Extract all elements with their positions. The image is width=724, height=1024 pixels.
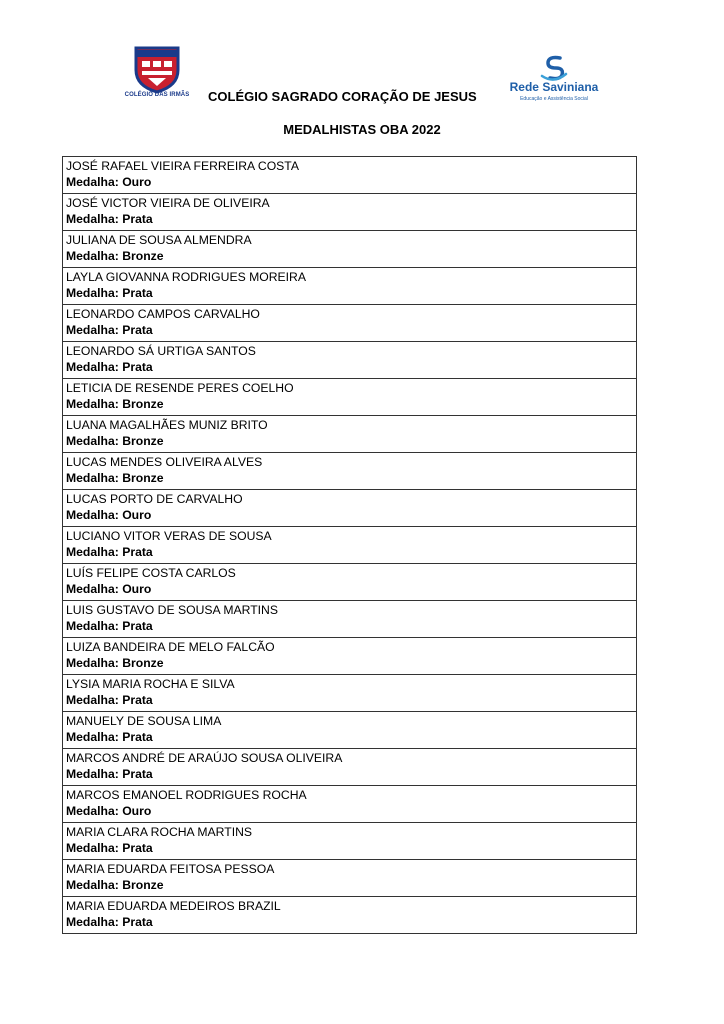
table-row [63, 490, 636, 527]
medal-label: Medalha: Prata [66, 545, 153, 559]
medal-label: Medalha: Ouro [66, 508, 152, 522]
table-row [63, 823, 636, 860]
medal-label: Medalha: Prata [66, 212, 153, 226]
table-row [63, 527, 636, 564]
table-row [63, 453, 636, 490]
medal-label: Medalha: Bronze [66, 471, 164, 485]
table-row [63, 564, 636, 601]
medal-label: Medalha: Prata [66, 730, 153, 744]
medal-label: Medalha: Prata [66, 841, 153, 855]
student-name: MARIA EDUARDA FEITOSA PESSOA [66, 862, 275, 876]
network-swirl-icon [538, 54, 570, 82]
student-name: LYSIA MARIA ROCHA E SILVA [66, 677, 235, 691]
medal-label: Medalha: Prata [66, 915, 153, 929]
table-row [63, 231, 636, 268]
table-row [63, 638, 636, 675]
medal-label: Medalha: Prata [66, 286, 153, 300]
table-row [63, 786, 636, 823]
student-name: LUCAS MENDES OLIVEIRA ALVES [66, 455, 263, 469]
medal-label: Medalha: Prata [66, 767, 153, 781]
network-name: Rede Saviniana [509, 80, 599, 94]
medalists-table [62, 156, 637, 934]
student-name: LAYLA GIOVANNA RODRIGUES MOREIRA [66, 270, 306, 284]
student-name: LUIS GUSTAVO DE SOUSA MARTINS [66, 603, 278, 617]
student-name: LUANA MAGALHÃES MUNIZ BRITO [66, 418, 268, 432]
medal-label: Medalha: Bronze [66, 434, 164, 448]
table-row [63, 749, 636, 786]
medal-label: Medalha: Ouro [66, 804, 152, 818]
table-row [63, 305, 636, 342]
table-row [63, 416, 636, 453]
student-name: MANUELY DE SOUSA LIMA [66, 714, 222, 728]
student-name: JOSÉ RAFAEL VIEIRA FERREIRA COSTA [66, 159, 299, 173]
table-row [63, 712, 636, 749]
table-row [63, 601, 636, 638]
crest-caption: COLÉGIO DAS IRMÃS [124, 92, 190, 98]
table-row [63, 157, 636, 194]
table-row [63, 342, 636, 379]
page-title: MEDALHISTAS OBA 2022 [283, 122, 441, 137]
table-row [63, 268, 636, 305]
network-tagline: Educação e Assistência Social [520, 96, 588, 102]
student-name: MARCOS EMANOEL RODRIGUES ROCHA [66, 788, 307, 802]
table-row [63, 860, 636, 897]
student-name: LUCIANO VITOR VERAS DE SOUSA [66, 529, 272, 543]
student-name: MARIA CLARA ROCHA MARTINS [66, 825, 253, 839]
school-title: COLÉGIO SAGRADO CORAÇÃO DE JESUS [208, 89, 477, 104]
medal-label: Medalha: Prata [66, 323, 153, 337]
medal-label: Medalha: Bronze [66, 878, 164, 892]
student-name: LEONARDO CAMPOS CARVALHO [66, 307, 260, 321]
student-name: MARIA EDUARDA MEDEIROS BRAZIL [66, 899, 281, 913]
table-row [63, 675, 636, 712]
medal-label: Medalha: Bronze [66, 249, 164, 263]
table-row [63, 897, 636, 934]
school-crest-logo [128, 44, 186, 108]
student-name: LUÍS FELIPE COSTA CARLOS [66, 566, 236, 580]
medal-label: Medalha: Ouro [66, 582, 152, 596]
student-name: JULIANA DE SOUSA ALMENDRA [66, 233, 252, 247]
medal-label: Medalha: Bronze [66, 397, 164, 411]
medal-label: Medalha: Bronze [66, 656, 164, 670]
student-name: JOSÉ VICTOR VIEIRA DE OLIVEIRA [66, 196, 270, 210]
student-name: LETICIA DE RESENDE PERES COELHO [66, 381, 294, 395]
student-name: LEONARDO SÁ URTIGA SANTOS [66, 344, 256, 358]
crest-shield-icon [128, 44, 186, 94]
medal-label: Medalha: Prata [66, 693, 153, 707]
student-name: MARCOS ANDRÉ DE ARAÚJO SOUSA OLIVEIRA [66, 751, 343, 765]
medal-label: Medalha: Prata [66, 360, 153, 374]
medal-label: Medalha: Prata [66, 619, 153, 633]
medal-label: Medalha: Ouro [66, 175, 152, 189]
student-name: LUIZA BANDEIRA DE MELO FALCÃO [66, 640, 275, 654]
student-name: LUCAS PORTO DE CARVALHO [66, 492, 243, 506]
table-row [63, 379, 636, 416]
network-logo [504, 54, 604, 104]
table-row [63, 194, 636, 231]
